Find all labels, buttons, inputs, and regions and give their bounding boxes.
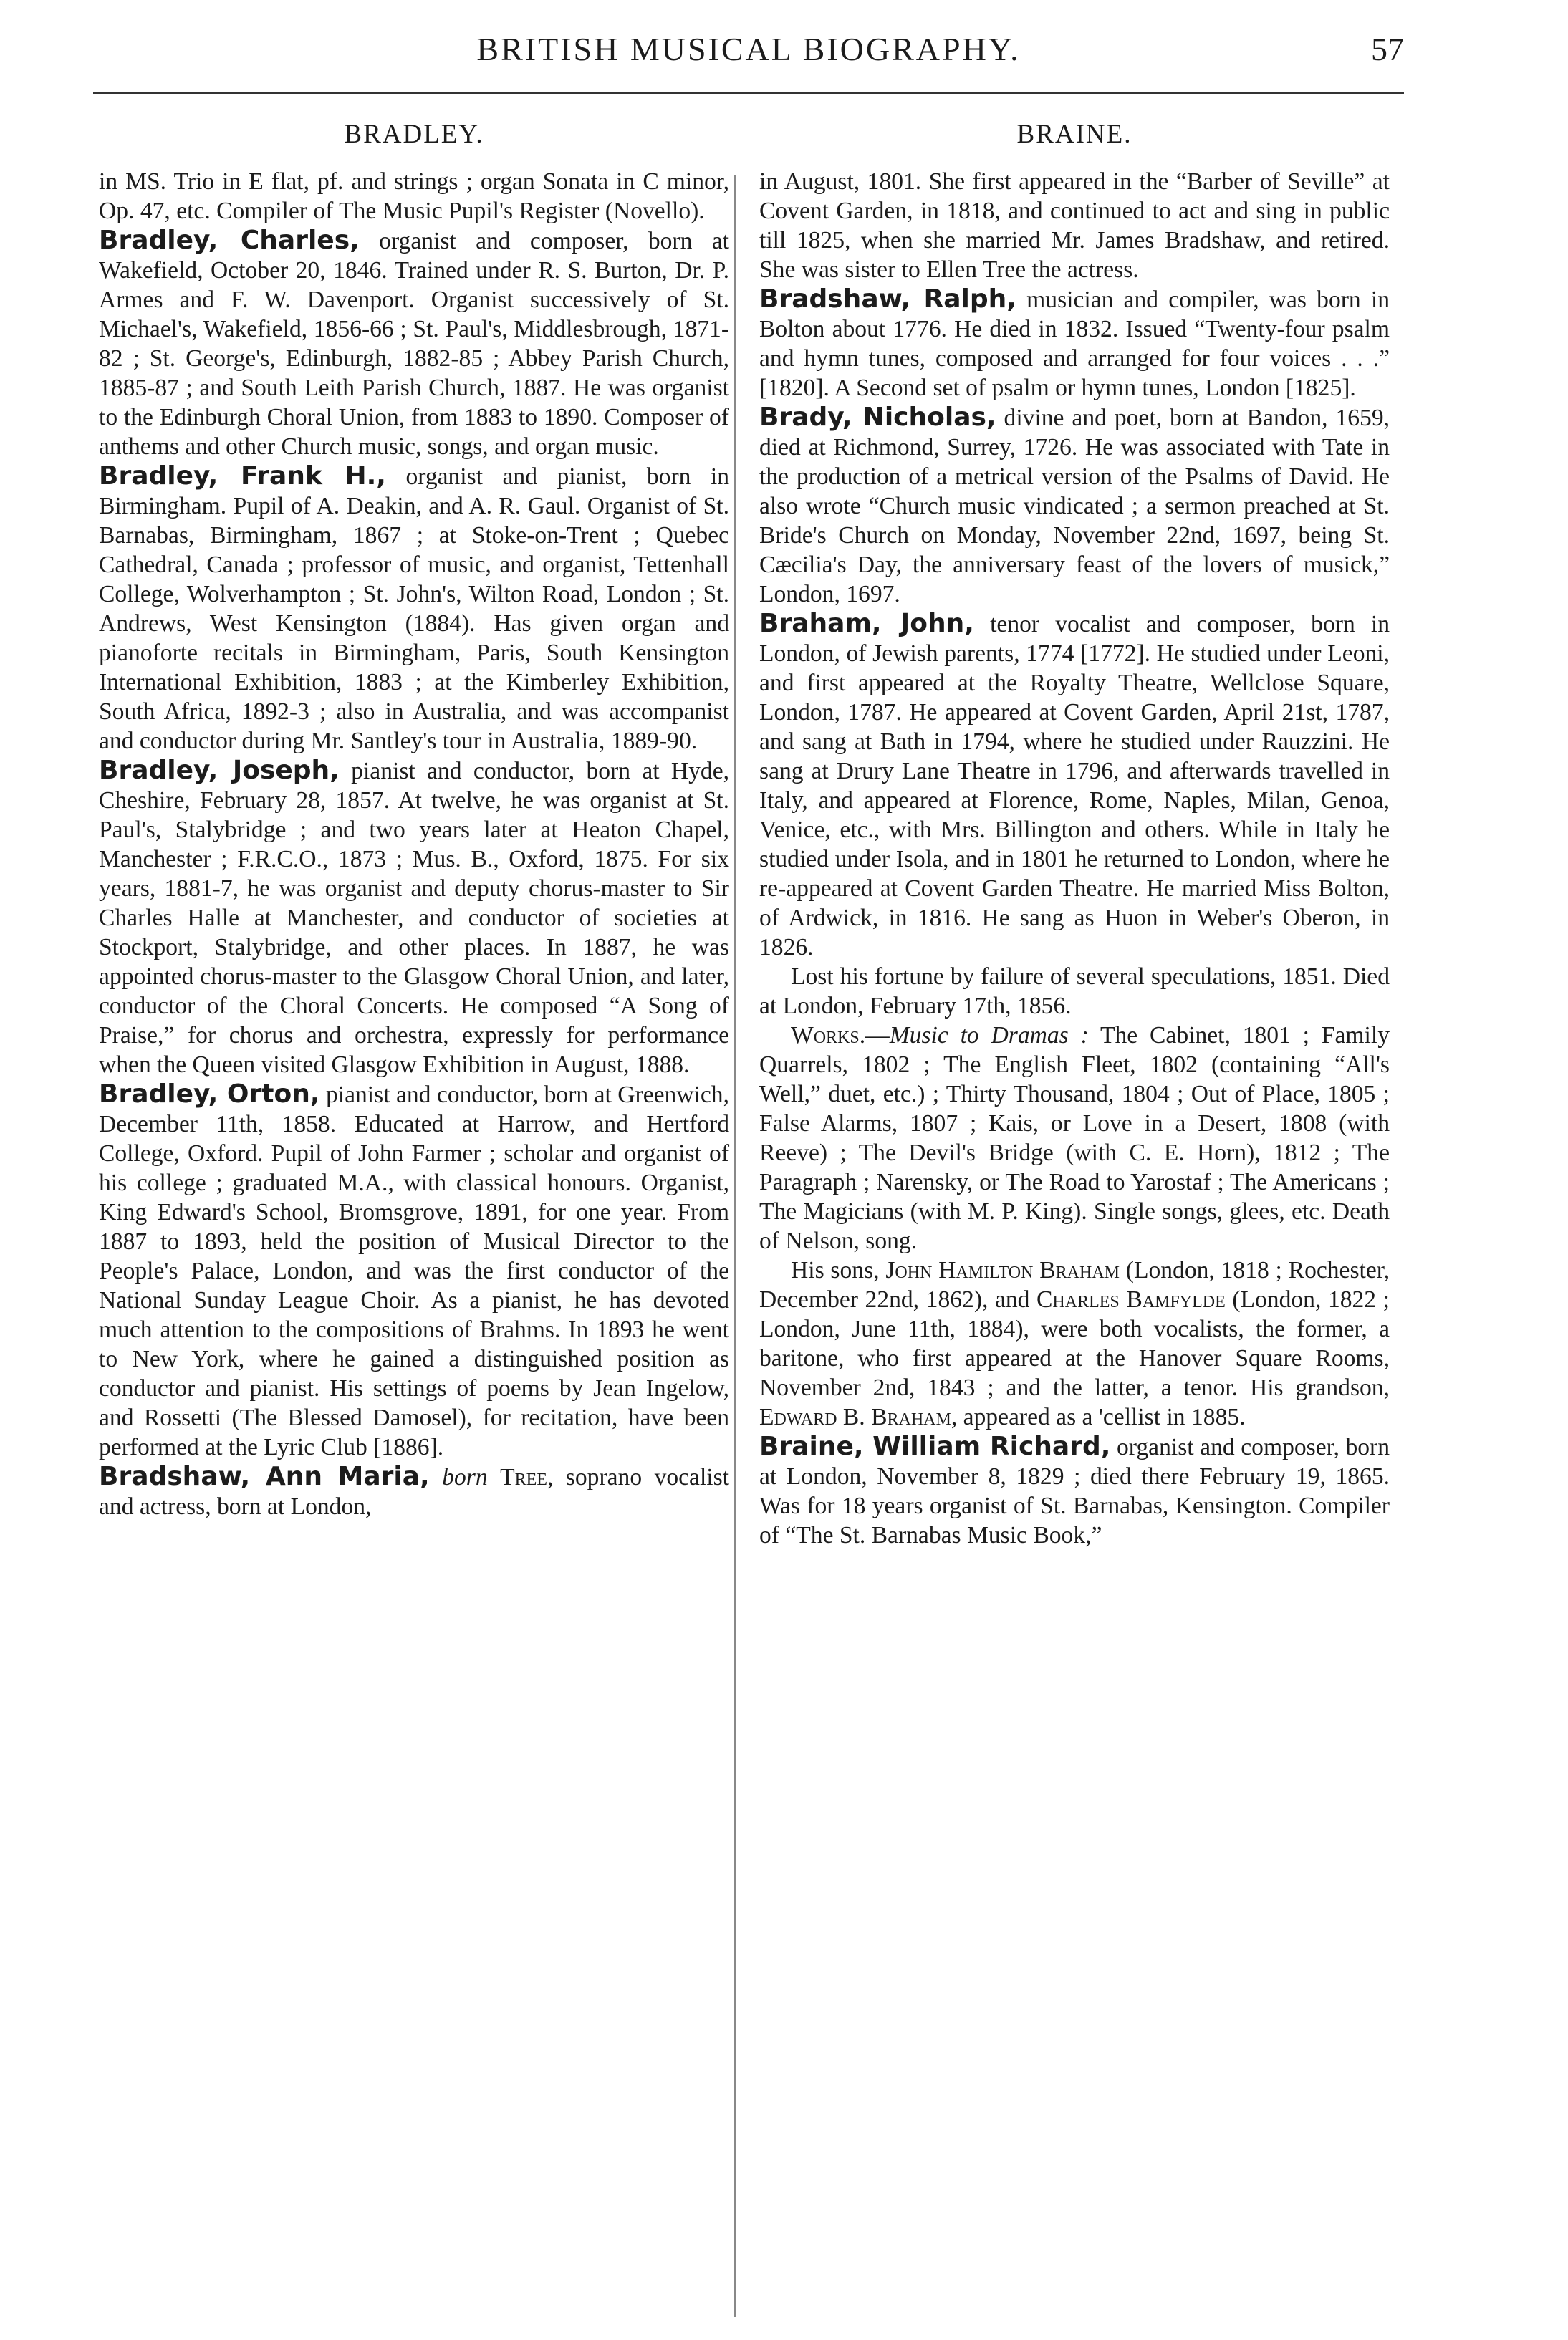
- entry-name: Braham, John,: [759, 609, 974, 638]
- entry-bradshaw-ralph: [759, 284, 1390, 403]
- entry-name: Braine, William Richard,: [759, 1432, 1111, 1461]
- column-divider: [734, 175, 736, 2317]
- left-column: [99, 107, 729, 1521]
- entry-brady-nicholas: [759, 403, 1390, 609]
- braham-later-life: Lost his fortune by failure of several speculations, 1851. Died at London, February 17th, 1856.: [759, 963, 1390, 1019]
- entry-text: , soprano vocalist and actress, born at London,: [99, 1464, 730, 1520]
- maiden-name: Tree: [500, 1464, 547, 1491]
- grandson-name: Edward B. Braham: [759, 1404, 951, 1430]
- entry-text: pianist and conductor, born at Greenwich, December 11th, 1858. Educated at Harrow, and Hertford College, Oxford. Pupil of John Farmer ; scholar and organist of his college ; graduated M.A., with classical honours. Organist, King Edward's School, Bromsgrove, 1891, for one year. From 1887 to 1893, held the position of Musical Director to the People's Palace, London, and was the first conductor of the National Sunday League Choir. As a pianist, he has devoted much attention to the compositions of Brahms. In 1893 he went to New York, where he gained a distinguished position as conductor and pianist. His settings of poems by Jean Ingelow, and Rossetti (The Blessed Damosel), for recitation, have been performed at the Lyric Club [1886].: [99, 1082, 729, 1460]
- sons-text: (London, 1818 ; Rochester, December 22nd, 1862), and: [759, 1257, 1390, 1313]
- sons-text: , appeared as a 'cellist in 1885.: [951, 1404, 1246, 1430]
- entry-name: Bradley, Frank H.,: [99, 461, 386, 491]
- entry-name: Bradley, Joseph,: [99, 756, 340, 785]
- running-title: BRITISH MUSICAL BIOGRAPHY.: [476, 31, 1021, 67]
- works-subtitle: Music to Dramas :: [889, 1022, 1089, 1049]
- left-column-body: [99, 167, 729, 1521]
- entry-braine-william: [759, 1432, 1390, 1550]
- entry-continuation: in August, 1801. She first appeared in the “Barber of Seville” at Covent Garden, in 1818, and continued to act and sing in public till 1825, when she married Mr. James Bradshaw, and retired. She was sister to Ellen Tree the actress.: [759, 168, 1390, 283]
- header-rule: [93, 92, 1404, 94]
- braham-sons: [759, 1256, 1390, 1432]
- entry-text: tenor vocalist and composer, born in London, of Jewish parents, 1774 [1772]. He studied under Leoni, and first appeared at the Royalty Theatre, Wellclose Square, London, 1787. He appeared at Covent Garden, April 21st, 1787, and sang at Bath in 1794, where he studied under Rauzzini. He sang at Drury Lane Theatre in 1796, and afterwards travelled in Italy, and appeared at Florence, Rome, Naples, Milan, Genoa, Venice, etc., with Mrs. Billington and others. While in Italy he studied under Isola, and in 1801 he returned to London, where he re-appeared at Covent Garden Theatre. He married Miss Bolton, of Ardwick, in 1816. He sang as Huon in Weber's Oberon, in 1826.: [759, 611, 1390, 960]
- braham-works: [759, 1021, 1390, 1256]
- entry-name: Bradshaw, Ann Maria,: [99, 1462, 430, 1491]
- entry-braham-john: [759, 609, 1390, 962]
- entry-bradshaw-ann: [99, 1462, 729, 1521]
- son-name: John Hamilton Braham: [885, 1257, 1120, 1284]
- entry-bradley-charles: [99, 226, 729, 461]
- entry-name: Brady, Nicholas,: [759, 403, 996, 432]
- entry-name: Bradley, Orton,: [99, 1079, 320, 1109]
- entry-name: Bradshaw, Ralph,: [759, 284, 1016, 314]
- running-head: [93, 27, 1404, 77]
- son-name: Charles Bamfylde: [1036, 1286, 1226, 1313]
- entry-text: musician and compiler, was born in Bolton about 1776. He died in 1832. Issued “Twenty-four psalm and hymn tunes, composed and arranged for four voices . . .” [1820]. A Second set of psalm or hymn tunes, London [1825].: [759, 287, 1390, 401]
- sons-text: (London, 1822 ; London, June 11th, 1884), were both vocalists, the former, a baritone, who first appeared at the Hanover Square Rooms, November 2nd, 1843 ; and the latter, a tenor. His grandson,: [759, 1286, 1390, 1401]
- entry-name: Bradley, Charles,: [99, 226, 360, 255]
- sons-text: His sons,: [791, 1257, 886, 1284]
- entry-text: organist and composer, born at London, November 8, 1829 ; died there February 19, 1865. Was for 18 years organist of St. Barnabas, Kensington. Compiler of “The St. Barnabas Music Book,”: [759, 1434, 1390, 1549]
- entry-text: pianist and conductor, born at Hyde, Cheshire, February 28, 1857. At twelve, he was organist at St. Paul's, Stalybridge ; and two years later at Heaton Chapel, Manchester ; F.R.C.O., 1873 ; Mus. B., Oxford, 1875. For six years, 1881-7, he was organist and deputy chorus-master to Sir Charles Halle at Manchester, and conductor of societies at Stockport, Stalybridge, and other places. In 1887, he was appointed chorus-master to the Glasgow Choral Union, and later, conductor of the Choral Concerts. He composed “A Song of Praise,” for chorus and orchestra, expressly for performance when the Queen visited Glasgow Exhibition in August, 1888.: [99, 758, 729, 1078]
- works-dash: —: [865, 1022, 890, 1049]
- right-column-body: [759, 167, 1390, 1550]
- works-text: The Cabinet, 1801 ; Family Quarrels, 1802 ; The English Fleet, 1802 (containing “All's Well,” duet, etc.) ; Thirty Thousand, 1804 ; Out of Place, 1805 ; False Alarms, 1807 ; Kais, or Love in a Desert, 1808 (with Reeve) ; The Devil's Bridge (with C. E. Horn), 1812 ; The Paragraph ; Narensky, or The Road to Yarostaf ; The Americans ; The Magicians (with M. P. King). Single songs, glees, etc. Death of Nelson, song.: [759, 1022, 1390, 1254]
- page-number: 57: [1371, 31, 1404, 67]
- left-column-heading: BRADLEY.: [344, 120, 484, 149]
- right-column: [759, 107, 1390, 1550]
- entry-text: organist and pianist, born in Birmingham. Pupil of A. Deakin, and A. R. Gaul. Organist of St. Barnabas, Birmingham, 1867 ; at Stoke-on-Trent ; Quebec Cathedral, Canada ; professor of music, and organist, Tettenhall College, Wolverhampton ; St. John's, Wilton Road, London ; St. Andrews, West Kensington (1884). Has given organ and pianoforte recitals in Birmingham, Paris, South Kensington International Exhibition, 1883 ; at the Kimberley Exhibition, South Africa, 1892-3 ; also in Australia, and was accompanist and conductor during Mr. Santley's tour in Australia, 1889-90.: [99, 463, 730, 754]
- entry-bradley-joseph: [99, 756, 729, 1079]
- born-italic: born: [442, 1464, 488, 1491]
- entry-bradley-frank: [99, 461, 729, 756]
- works-label: Works.: [791, 1022, 866, 1049]
- entry-continuation: in MS. Trio in E flat, pf. and strings ; organ Sonata in C minor, Op. 47, etc. Compiler of The Music Pupil's Register (Novello).: [99, 168, 729, 224]
- entry-bradley-orton: [99, 1079, 729, 1462]
- entry-text: organist and composer, born at Wakefield, October 20, 1846. Trained under R. S. Burton, Dr. P. Armes and F. W. Davenport. Organist successively of St. Michael's, Wakefield, 1856-66 ; St. Paul's, Middlesbrough, 1871-82 ; St. George's, Edinburgh, 1882-85 ; Abbey Parish Church, 1885-87 ; and South Leith Parish Church, 1887. He was organist to the Edinburgh Choral Union, from 1883 to 1890. Composer of anthems and other Church music, songs, and organ music.: [99, 228, 729, 460]
- right-column-heading: BRAINE.: [1016, 120, 1132, 149]
- entry-text: divine and poet, born at Bandon, 1659, died at Richmond, Surrey, 1726. He was associated with Tate in the production of a metrical version of the Psalms of David. He also wrote “Church music vindicated ; a sermon preached at St. Bride's Church on Monday, November 22nd, 1697, being St. Cæcilia's Day, the anniversary feast of the lovers of musick,” London, 1697.: [759, 405, 1390, 607]
